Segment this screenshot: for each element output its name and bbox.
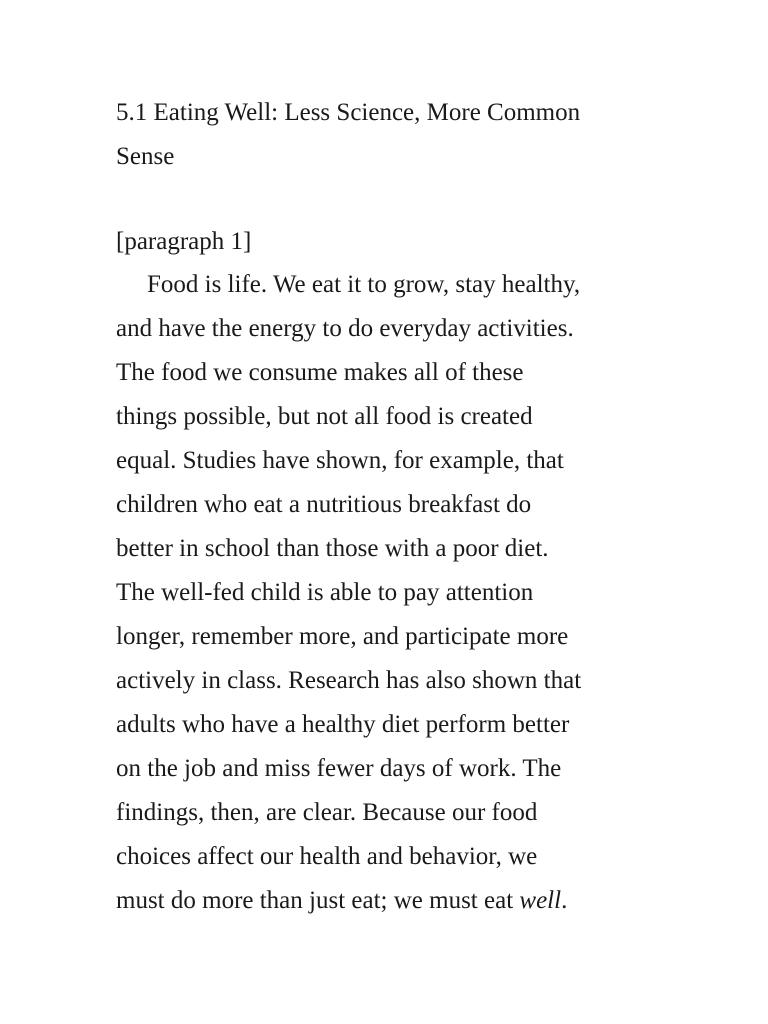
- paragraph-line: The food we consume makes all of these: [116, 359, 524, 386]
- paragraph-line: equal. Studies have shown, for example, that: [116, 447, 564, 474]
- emphasis-word: well: [519, 887, 562, 914]
- paragraph-body: [116, 263, 676, 923]
- paragraph-last-line: [116, 879, 676, 923]
- final-punctuation: .: [561, 887, 568, 914]
- paragraph-line: better in school than those with a poor diet.: [116, 535, 549, 562]
- section-title-line-2: Sense: [116, 143, 175, 170]
- paragraph-line: and have the energy to do everyday activities.: [116, 315, 574, 342]
- paragraph-line: adults who have a healthy diet perform better: [116, 711, 570, 738]
- paragraph-line: longer, remember more, and participate more: [116, 623, 569, 650]
- section-title: [116, 91, 676, 179]
- paragraph-label: [paragraph 1]: [116, 228, 252, 255]
- paragraph-line: Food is life. We eat it to grow, stay healthy,: [147, 271, 581, 298]
- paragraph-line: children who eat a nutritious breakfast do: [116, 491, 532, 518]
- paragraph-line: actively in class. Research has also shown that: [116, 667, 582, 694]
- section-title-line-1: 5.1 Eating Well: Less Science, More Common: [116, 99, 581, 126]
- paragraph-line: choices affect our health and behavior, we: [116, 843, 538, 870]
- paragraph-line: must do more than just eat; we must eat: [116, 887, 520, 914]
- paragraph-line: things possible, but not all food is created: [116, 403, 533, 430]
- paragraph-line: findings, then, are clear. Because our food: [116, 799, 538, 826]
- paragraph-line: on the job and miss fewer days of work. The: [116, 755, 562, 782]
- paragraph-line: The well-fed child is able to pay attention: [116, 579, 534, 606]
